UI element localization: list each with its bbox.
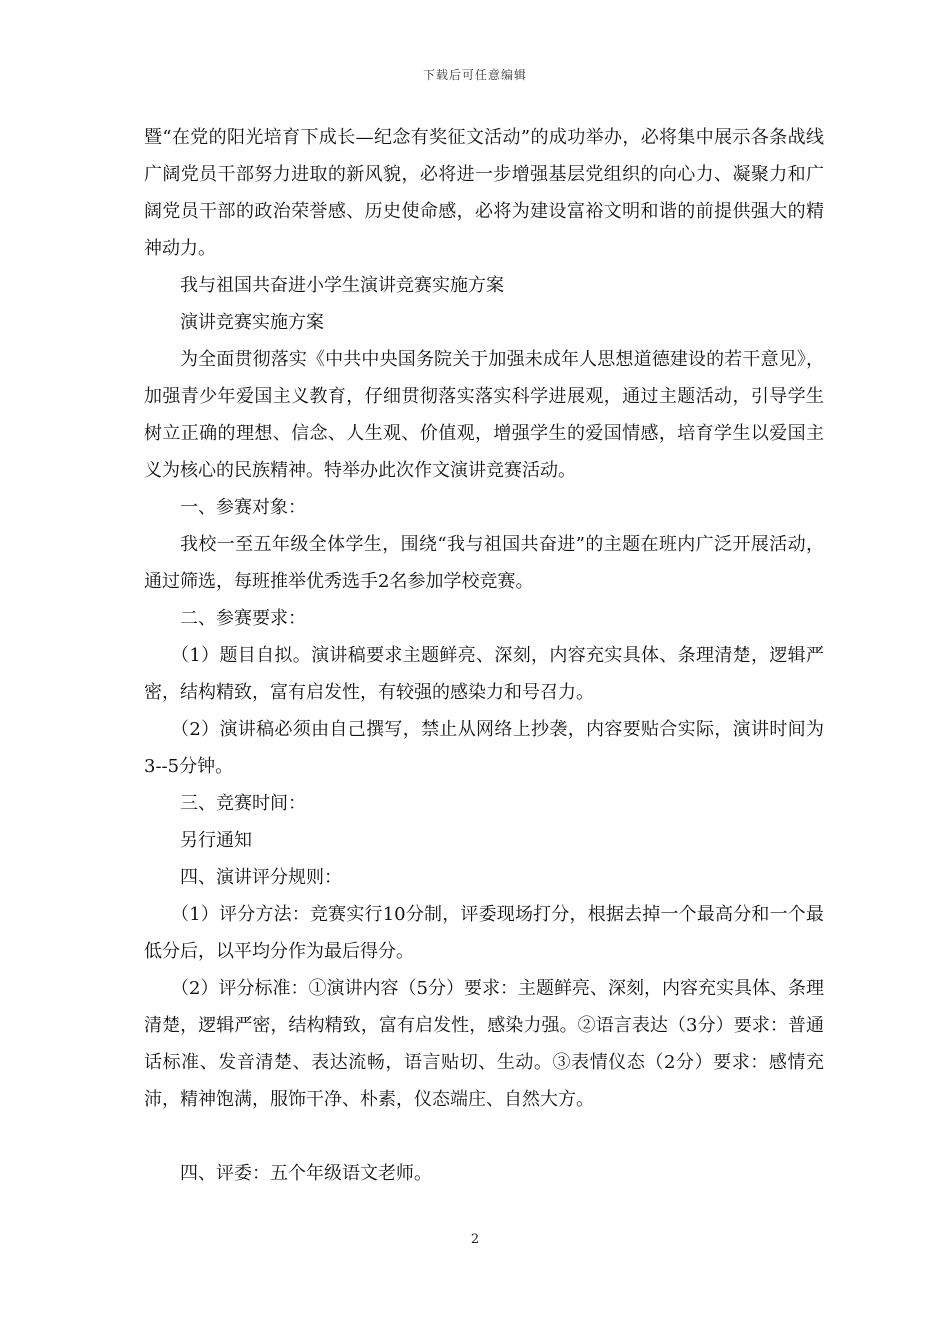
section-heading-judges: 四、评委：五个年级语文老师。 — [180, 1163, 432, 1184]
paragraph-requirement-2: （2）演讲稿必须由自己撰写，禁止从网络上抄袭，内容要贴合实际，演讲时间为3--5分钟。 — [144, 719, 824, 777]
section-heading-requirements: 二、参赛要求： — [180, 608, 306, 629]
section-heading-scoring: 四、演讲评分规则： — [180, 867, 342, 888]
paragraph-purpose: 为全面贯彻落实《中共中央国务院关于加强未成年人思想道德建设的若干意见》，加强青少年爱国主义教育，仔细贯彻落实落实科学进展观，通过主题活动，引导学生树立正确的理想、信念、人生观、价值观，增强学生的爱国情感，培育学生以爱国主义为核心的民族精神。特举办此次作文演讲竞赛活动。 — [144, 349, 824, 481]
paragraph-closing-statement: 暨“在党的阳光培育下成长—纪念有奖征文活动”的成功举办，必将集中展示各条战线广阔党员干部努力进取的新风貌，必将进一步增强基层党组织的向心力、凝聚力和广阔党员干部的政治荣誉感、历史使命感，必将为建设富裕文明和谐的前提供强大的精神动力。 — [144, 127, 824, 259]
document-subtitle: 演讲竞赛实施方案 — [180, 312, 324, 333]
paragraph-scoring-standard: （2）评分标准：①演讲内容（5分）要求：主题鲜亮、深刻，内容充实具体、条理清楚，逻辑严密，结构精致，富有启发性，感染力强。②语言表达（3分）要求：普通话标准、发音清楚、表达流畅，语言贴切、生动。③表情仪态（2分）要求：感情充沛，精神饱满，服饰干净、朴素，仪态端庄、自然大方。 — [144, 978, 824, 1110]
section-heading-participants: 一、参赛对象： — [180, 497, 306, 518]
paragraph-participants: 我校一至五年级全体学生，围绕“我与祖国共奋进”的主题在班内广泛开展活动，通过筛选，每班推举优秀选手2名参加学校竞赛。 — [144, 534, 824, 592]
document-title: 我与祖国共奋进小学生演讲竞赛实施方案 — [180, 275, 504, 296]
page-header: 下载后可任意编辑 — [422, 68, 527, 82]
page-number: 2 — [470, 1232, 480, 1247]
paragraph-scoring-method: （1）评分方法：竞赛实行10分制，评委现场打分，根据去掉一个最高分和一个最低分后，以平均分作为最后得分。 — [144, 904, 824, 962]
section-heading-time: 三、竞赛时间： — [180, 793, 306, 814]
paragraph-time: 另行通知 — [180, 830, 252, 851]
document-body — [144, 119, 824, 1192]
paragraph-requirement-1: （1）题目自拟。演讲稿要求主题鲜亮、深刻，内容充实具体、条理清楚，逻辑严密，结构精致，富有启发性，有较强的感染力和号召力。 — [144, 645, 824, 703]
